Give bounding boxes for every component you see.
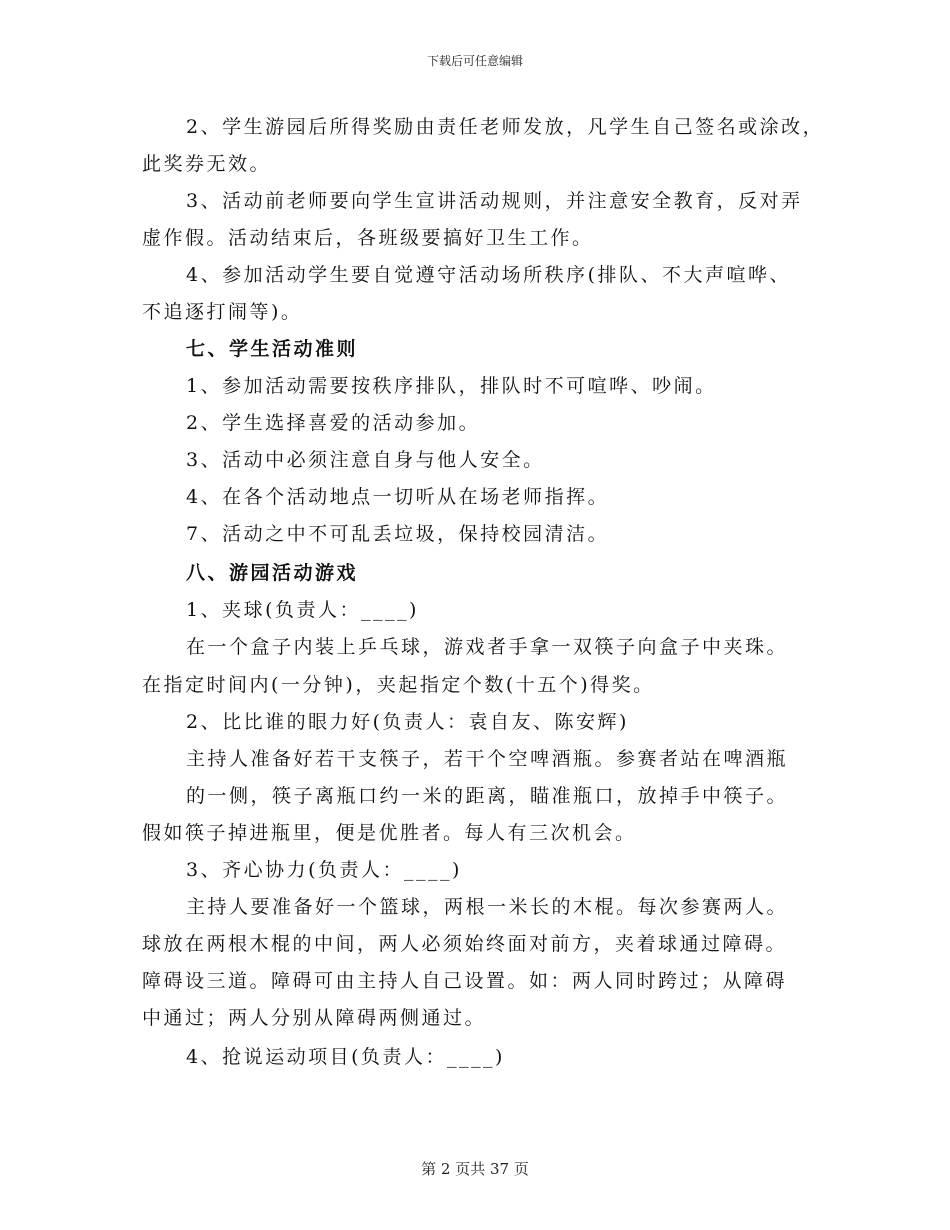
paragraph-line: 在指定时间内(一分钟)，夹起指定个数(十五个)得奖。 xyxy=(142,674,655,696)
paragraph-line: 2、学生选择喜爱的活动参加。 xyxy=(186,412,481,434)
paragraph-line: 球放在两根木棍的中间，两人必须始终面对前方，夹着球通过障碍。 xyxy=(142,933,788,955)
paragraph-line: 障碍设三道。障碍可由主持人自己设置。如：两人同时跨过；从障碍 xyxy=(142,970,788,992)
paragraph-line: 3、齐心协力(负责人：____) xyxy=(186,859,462,881)
paragraph-line: 在一个盒子内装上乒乓球，游戏者手拿一双筷子向盒子中夹珠。 xyxy=(186,636,789,658)
paragraph-line: 2、学生游园后所得奖励由责任老师发放，凡学生自己签名或涂改， xyxy=(186,116,825,138)
page-header: 下载后可任意编辑 xyxy=(426,54,523,68)
paragraph-line: 3、活动中必须注意自身与他人安全。 xyxy=(186,449,545,471)
section-heading: 七、学生活动准则 xyxy=(186,338,359,360)
paragraph-line: 主持人准备好若干支筷子，若干个空啤酒瓶。参赛者站在啤酒瓶 xyxy=(186,748,789,770)
paragraph-line: 不追逐打闹等)。 xyxy=(142,301,303,323)
paragraph-line: 2、比比谁的眼力好(负责人：袁自友、陈安辉) xyxy=(186,711,629,733)
paragraph-line: 主持人要准备好一个篮球，两根一米长的木棍。每次参赛两人。 xyxy=(186,896,789,918)
paragraph-line: 4、抢说运动项目(负责人：____) xyxy=(186,1046,505,1068)
paragraph-line: 1、夹球(负责人：____) xyxy=(186,599,419,621)
paragraph-line: 7、活动之中不可乱丢垃圾，保持校园清洁。 xyxy=(186,523,610,545)
paragraph-line: 4、在各个活动地点一切听从在场老师指挥。 xyxy=(186,486,610,508)
paragraph-line: 中通过；两人分别从障碍两侧通过。 xyxy=(142,1007,487,1029)
paragraph-line: 1、参加活动需要按秩序排队，排队时不可喧哗、吵闹。 xyxy=(186,375,717,397)
section-heading: 八、游园活动游戏 xyxy=(186,562,359,584)
paragraph-line: 的一侧，筷子离瓶口约一米的距离，瞄准瓶口，放掉手中筷子。 xyxy=(186,785,789,807)
page-footer: 第 2 页共 37 页 xyxy=(421,1160,529,1178)
paragraph-line: 3、活动前老师要向学生宣讲活动规则，并注意安全教育，反对弄 xyxy=(186,190,803,212)
paragraph-line: 虚作假。活动结束后，各班级要搞好卫生工作。 xyxy=(142,227,594,249)
paragraph-line: 4、参加活动学生要自觉遵守活动场所秩序(排队、不大声喧哗、 xyxy=(186,264,792,286)
paragraph-line: 假如筷子掉进瓶里，便是优胜者。每人有三次机会。 xyxy=(142,822,637,844)
paragraph-line: 此奖券无效。 xyxy=(142,153,272,175)
